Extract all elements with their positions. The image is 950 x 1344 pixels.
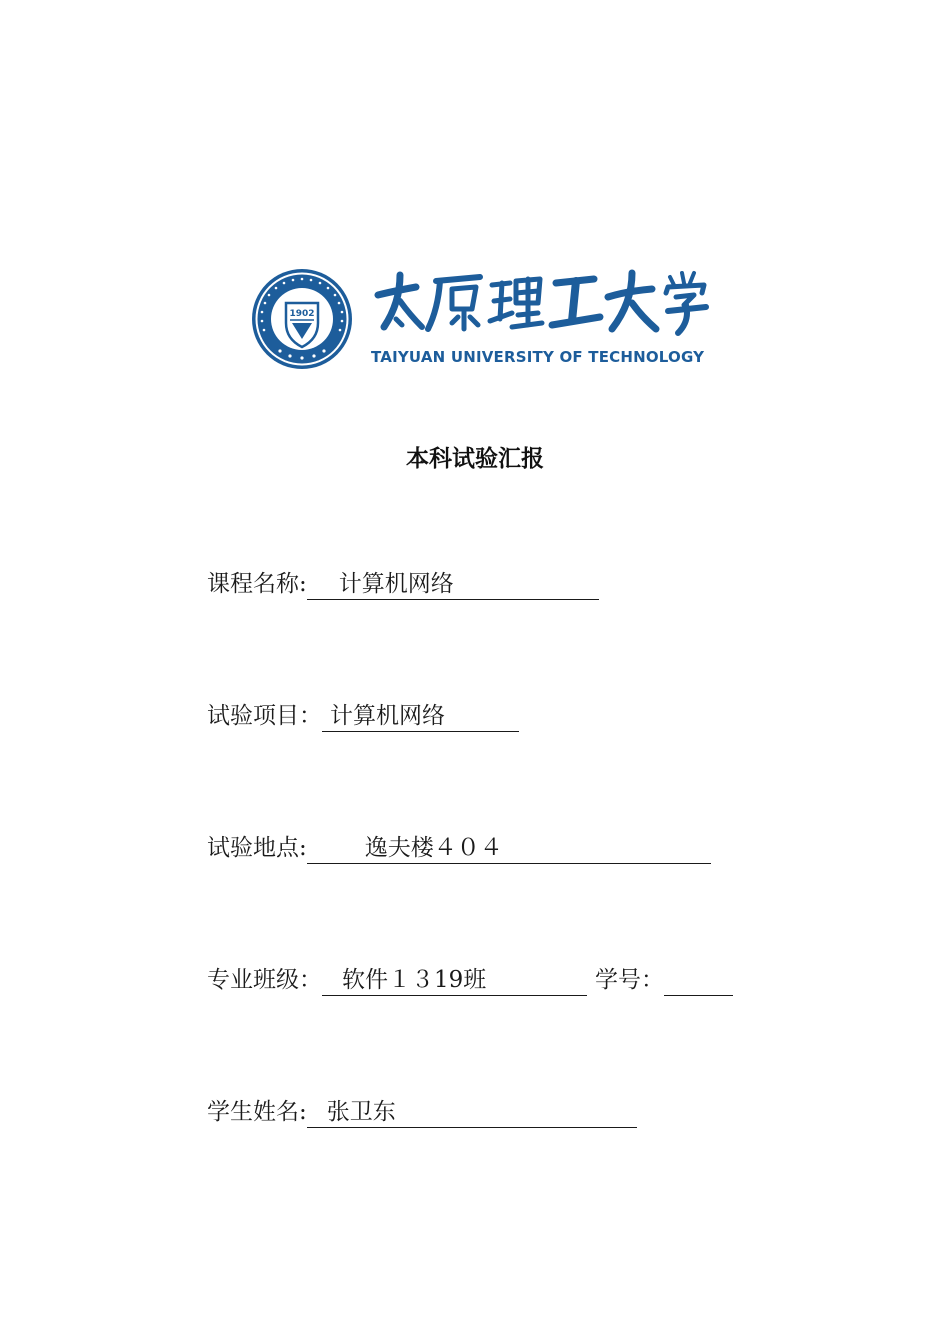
student-id-label: 学号： — [595, 967, 664, 993]
experiment-project-label: 试验项目： — [207, 703, 322, 729]
university-name-calligraphy — [372, 269, 712, 337]
experiment-location-blank — [307, 831, 711, 864]
experiment-project-field — [207, 699, 519, 733]
experiment-location-field — [207, 831, 711, 865]
major-class-label: 专业班级： — [207, 967, 322, 993]
course-name-value: 计算机网络 — [338, 571, 454, 597]
svg-text:1902: 1902 — [289, 309, 315, 319]
student-name-blank — [307, 1095, 637, 1128]
course-name-label: 课程名称: — [207, 571, 307, 597]
student-name-field — [207, 1095, 637, 1129]
student-name-label: 学生姓名: — [207, 1099, 307, 1125]
experiment-project-value: 计算机网络 — [330, 703, 445, 729]
experiment-location-label: 试验地点: — [207, 835, 307, 861]
student-name-value: 张卫东 — [326, 1099, 396, 1125]
university-name-english: TAIYUAN UNIVERSITY OF TECHNOLOGY — [371, 348, 705, 366]
experiment-location-value: 逸夫楼４０４ — [364, 835, 503, 861]
university-logo — [250, 267, 720, 371]
course-name-blank — [307, 567, 599, 600]
major-class-field — [207, 963, 733, 997]
major-class-blank — [322, 963, 587, 996]
student-id-blank — [664, 963, 733, 996]
report-title: 本科试验汇报 — [406, 446, 544, 472]
major-class-value: 软件１３19班 — [342, 967, 487, 993]
experiment-project-blank — [322, 699, 519, 732]
course-name-field — [207, 567, 599, 601]
university-seal-icon — [250, 267, 354, 371]
